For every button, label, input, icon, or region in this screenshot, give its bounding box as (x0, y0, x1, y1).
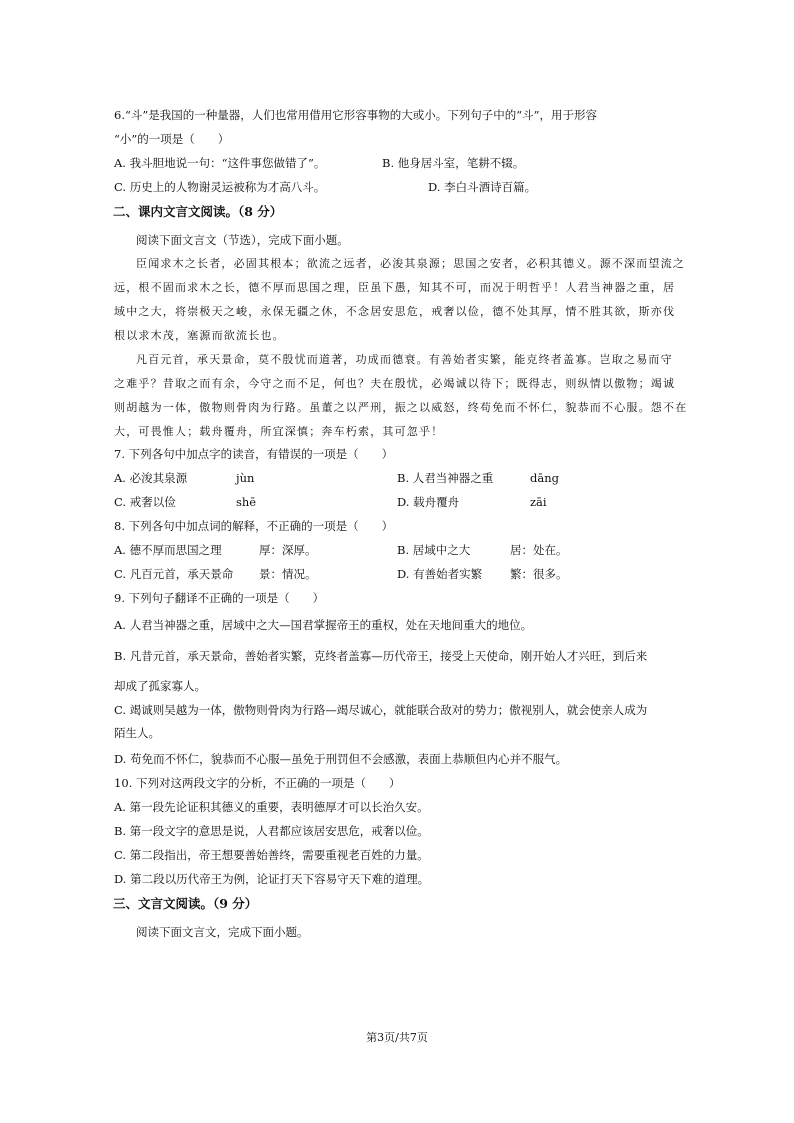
q7-option-b-pinyin: dāng (530, 471, 559, 485)
q7-option-d-pinyin: zāi (530, 495, 547, 509)
q6-stem-line2: “小”的一项是（ ） (114, 132, 230, 146)
q9-option-c-cont: 陌生人。 (114, 726, 160, 740)
q6-option-b: B. 他身居斗室，笔耕不辍。 (382, 156, 525, 170)
q7-stem: 7. 下列各句中加点字的读音，有错误的一项是（ ） (114, 447, 394, 461)
passage1-line: 根以求木茂，塞源而欲流长也。 (114, 329, 285, 342)
q7-option-a-pinyin: jùn (236, 471, 255, 485)
q8-stem: 8. 下列各句中加点词的解释，不正确的一项是（ ） (114, 519, 394, 533)
q8-option-d-gloss: 繁：很多。 (510, 567, 568, 581)
q7-option-c-pinyin: shē (236, 495, 257, 509)
passage1-line: 域中之大，将崇极天之峻，永保无疆之休，不念居安思危，戒奢以俭，德不处其厚，情不胜其欲，斯亦伐 (114, 305, 676, 318)
q6-option-c: C. 历史上的人物谢灵运被称为才高八斗。 (114, 180, 326, 194)
passage1-line: 远，根不固而求木之长，德不厚而思国之理，臣虽下愚，知其不可，而况于明哲乎！人君当神器之重，居 (114, 281, 676, 294)
q9-option-b-cont: 却成了孤家寡人。 (114, 679, 206, 693)
section3-intro: 阅读下面文言文，完成下面小题。 (136, 925, 309, 939)
q6-stem-line1: 6.“斗”是我国的一种量器，人们也常用借用它形容事物的大或小。下列句子中的“斗”，用于形容 (114, 108, 597, 122)
q7-option-d: D. 载舟覆舟 (397, 495, 460, 509)
q8-option-a-gloss: 厚：深厚。 (259, 543, 317, 557)
q7-option-a: A. 必浚其泉源 (114, 471, 188, 485)
q8-option-a: A. 德不厚而思国之理 (114, 543, 222, 557)
section2-intro: 阅读下面文言文（节选），完成下面小题。 (136, 233, 349, 247)
q9-stem: 9. 下列句子翻译不正确的一项是（ ） (114, 591, 325, 605)
q8-option-b-gloss: 居：处在。 (510, 543, 568, 557)
q8-option-c-gloss: 景：情况。 (259, 567, 317, 581)
section2-heading: 二、课内文言文阅读。（8 分） (113, 204, 283, 219)
passage2-line: 之难乎？昔取之而有余，今守之而不足，何也？夫在殷忧，必竭诚以待下；既得志，则纵情以傲物；竭诚 (114, 377, 676, 390)
q10-option-a: A. 第一段先论证积其德义的重要，表明德厚才可以长治久安。 (114, 800, 429, 814)
q7-option-c: C. 戒奢以俭 (114, 495, 176, 509)
section3-heading: 三、文言文阅读。（9 分） (113, 896, 258, 911)
q10-option-c: C. 第二段指出，帝王想要善始善终，需要重视老百姓的力量。 (114, 848, 429, 862)
q6-option-a: A. 我斗胆地说一句：“这件事您做错了”。 (114, 156, 326, 170)
passage1-line: 臣闻求木之长者，必固其根本；欲流之远者，必浚其泉源；思国之安者，必积其德义。源不深而望流之 (136, 257, 685, 270)
q8-option-d: D. 有善始者实繁 (397, 567, 483, 581)
q10-option-d: D. 第二段以历代帝王为例，论证打天下容易守天下难的道理。 (114, 872, 430, 886)
q9-option-d: D. 苟免而不怀仁，貌恭而不心服—虽免于刑罚但不会感激，表面上恭顺但内心并不服气。 (114, 752, 568, 766)
q7-option-b: B. 人君当神器之重 (397, 471, 494, 485)
passage2-line: 则胡越为一体，傲物则骨肉为行路。虽董之以严刑，振之以威怒，终苟免而不怀仁，貌恭而不心服。怨不在 (114, 401, 688, 414)
q9-option-a: A. 人君当神器之重，居域中之大—国君掌握帝王的重权，处在天地间重大的地位。 (114, 618, 533, 632)
q10-stem: 10. 下列对这两段文字的分析，不正确的一项是（ ） (114, 776, 401, 790)
q10-option-b: B. 第一段文字的意思是说，人君都应该居安思危，戒奢以俭。 (114, 824, 429, 838)
q6-option-d: D. 李白斗酒诗百篇。 (428, 180, 537, 194)
q8-option-b: B. 居域中之大 (397, 543, 471, 557)
passage2-line: 凡百元首，承天景命，莫不殷忧而道著，功成而德衰。有善始者实繁，能克终者盖寡。岂取之易而守 (136, 353, 673, 366)
q9-option-b: B. 凡昔元首，承天景命，善始者实繁，克终者盖寡—历代帝王，接受上天使命，刚开始人才兴旺，到后来 (114, 649, 648, 663)
q8-option-c: C. 凡百元首，承天景命 (114, 567, 234, 581)
page-number: 第3页/共7页 (366, 1031, 428, 1044)
passage2-line: 大，可畏惟人；载舟覆舟，所宜深慎；奔车朽索，其可忽乎！ (114, 425, 444, 438)
q9-option-c: C. 竭诚则吴越为一体，傲物则骨肉为行路—竭尽诚心，就能联合敌对的势力；傲视别人，就会使亲人成为 (114, 703, 648, 717)
